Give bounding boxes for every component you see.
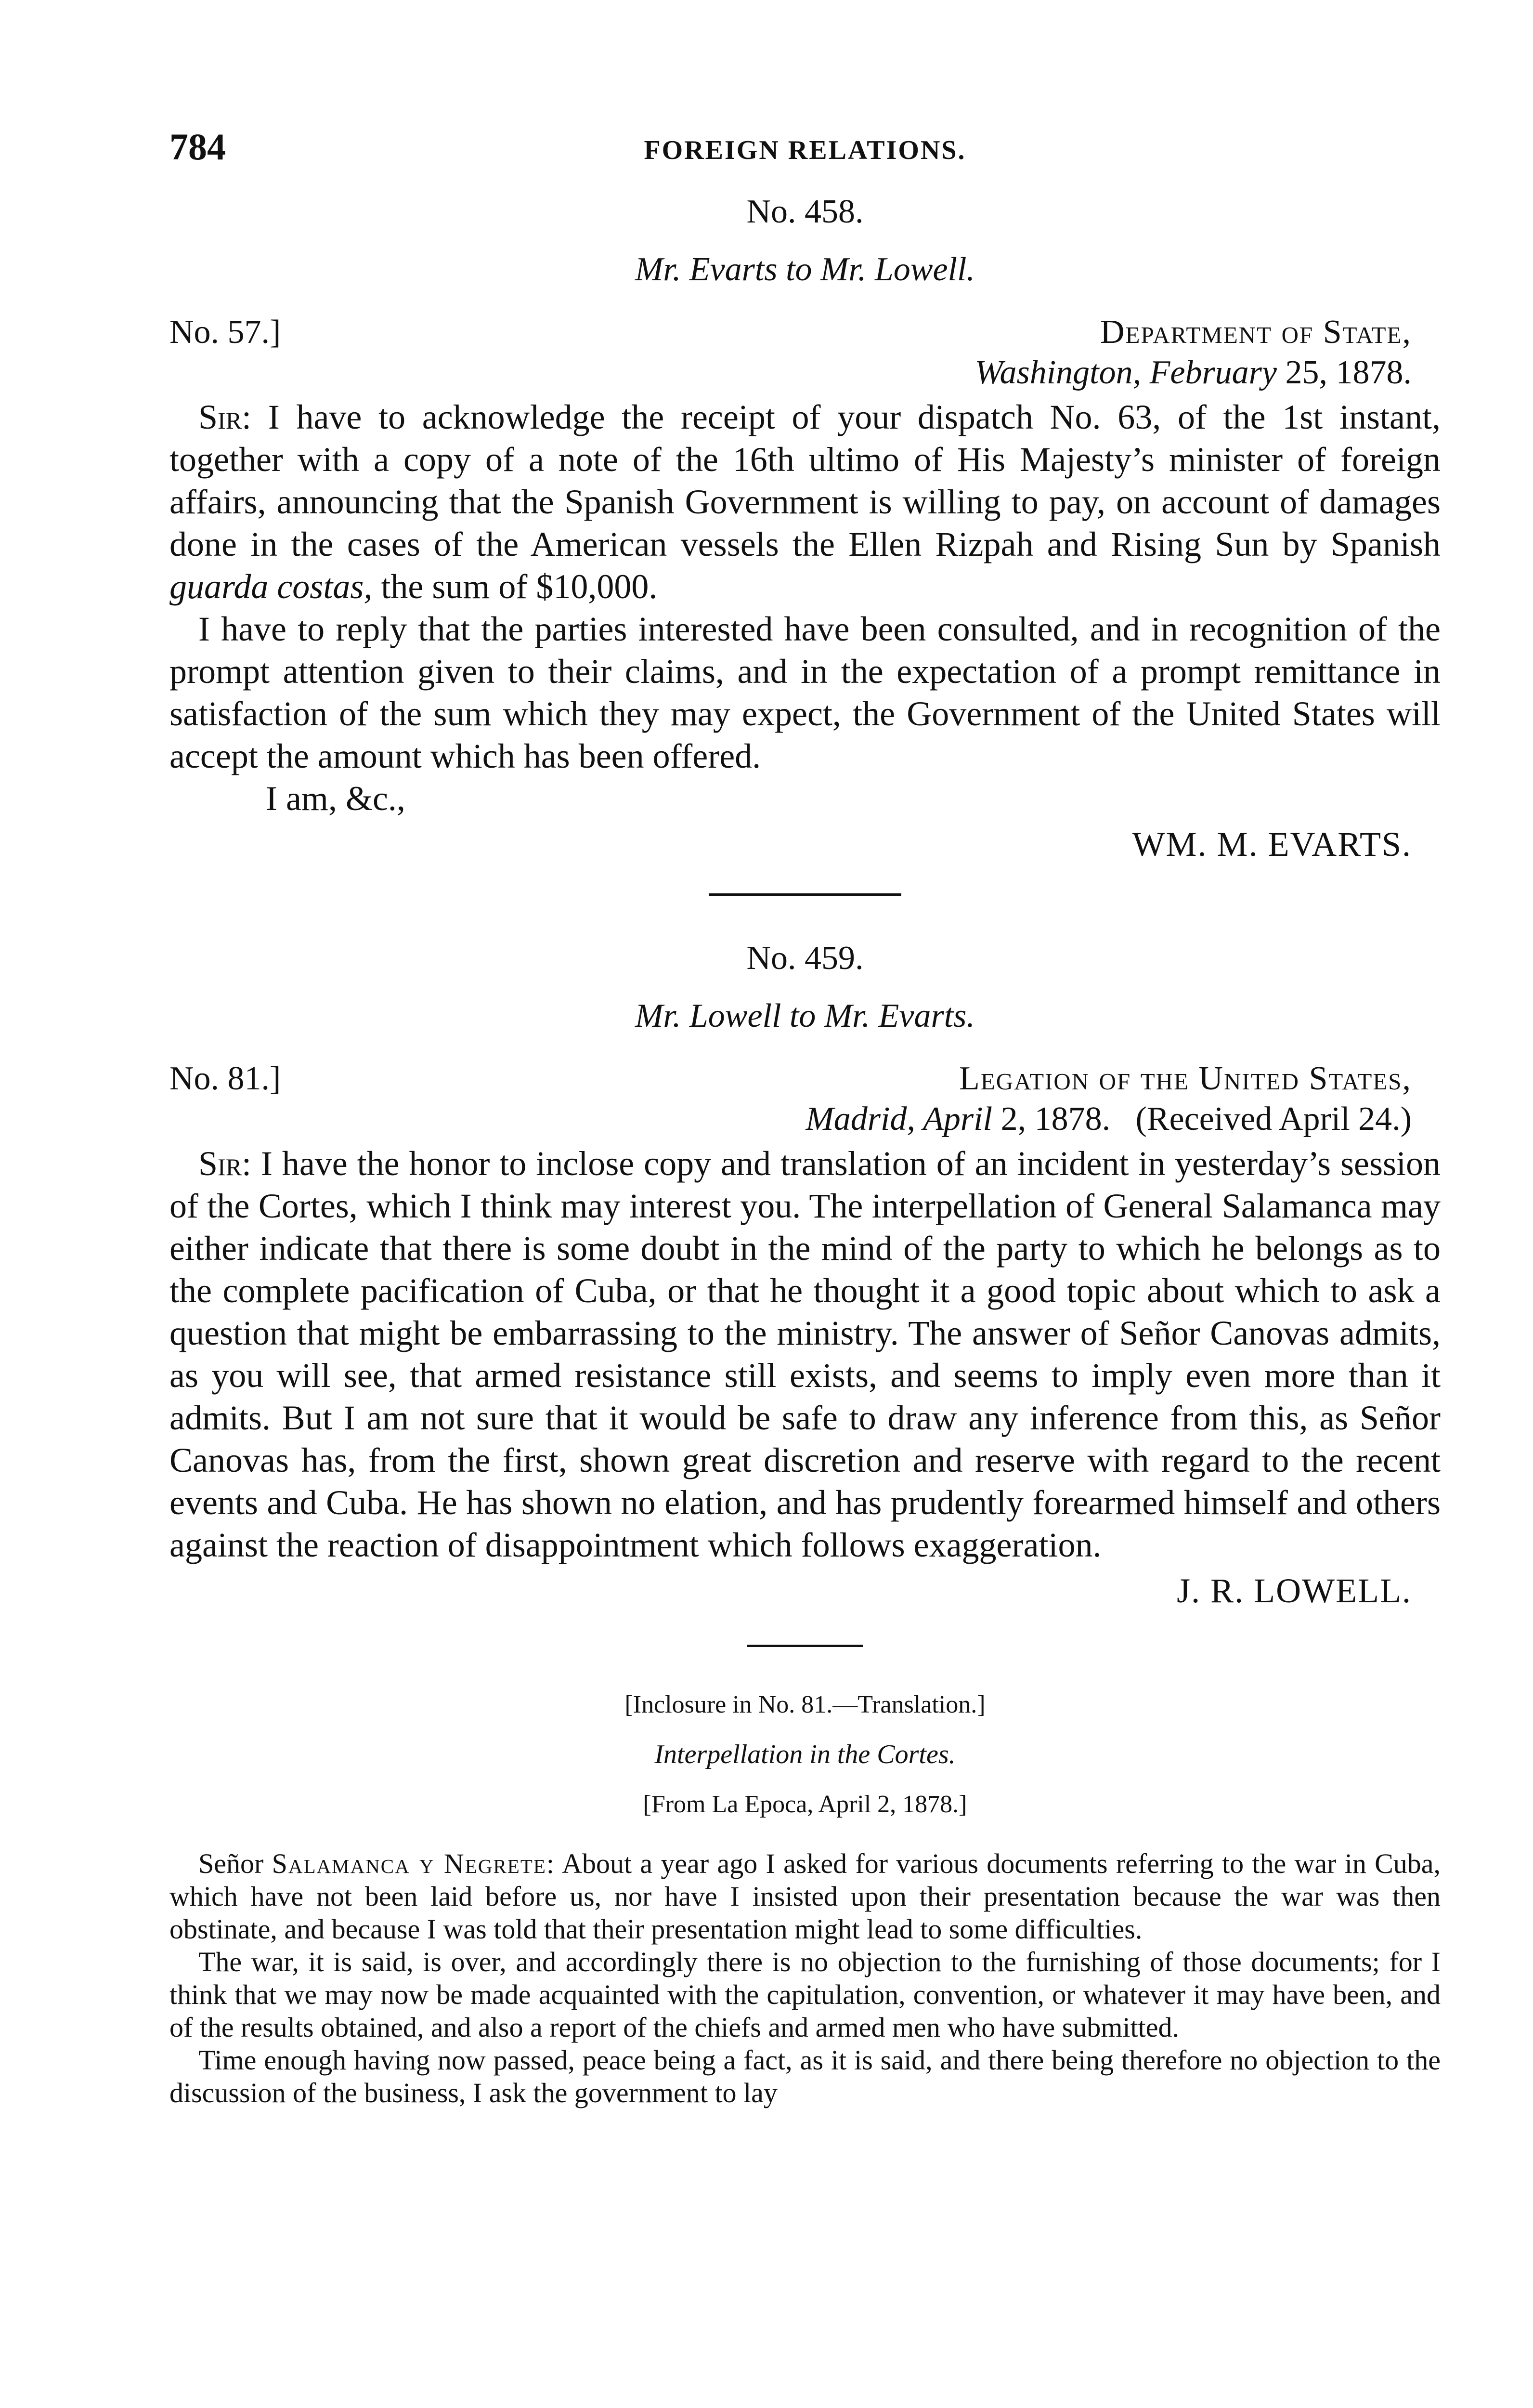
inclosure-paragraph (169, 1847, 1441, 1946)
page-number: 784 (169, 126, 226, 168)
dateline (169, 353, 1412, 392)
dateline-place: Washington, February (974, 354, 1277, 391)
inclosure-note: [Inclosure in No. 81.—Translation.] (624, 1691, 986, 1718)
paragraph-text-end: the sum of $10,000. (381, 567, 658, 606)
page-header (169, 116, 1441, 188)
inclosure-paragraph: Time enough having now passed, peace being a fact, as it is said, and there being therefore no objection to the discussion of the business, I ask the government to lay (169, 2044, 1441, 2108)
section-divider (747, 1645, 863, 1647)
running-title: FOREIGN RELATIONS. (644, 135, 966, 165)
received-date: (Received April 24.) (1135, 1100, 1412, 1138)
dateline-date: 2, 1878. (1000, 1100, 1111, 1138)
inclosure-paragraph: The war, it is said, is over, and accordingly there is no objection to the furnishing of those documents; for I think that we may now be made acquainted with the capitulation, convention, or whatever it may have been, and of the results obtained, and also a report of the chiefs and armed men who have submitted. (169, 1946, 1441, 2043)
italic-phrase: guarda costas, (169, 567, 373, 606)
salutation: Sir: (198, 398, 252, 436)
speaker-name: Salamanca y Negrete: (272, 1848, 556, 1879)
paragraph-text: I have the honor to inclose copy and translation of an incident in yesterday’s session of the Cortes, which I think may interest you. The interpellation of General Salamanca may either indicate that there is some doubt in the mind of the party to which he belongs as to the complete pacification of Cuba, or that he thought it a good topic about which to ask a question that might be embarrassing to the ministry. The answer of Señor Canovas admits, as you will see, that armed resistance still exists, and seems to imply even more than it admits. But I am not sure that it would be safe to draw any inference from this, as Señor Canovas has, from the first, shown great discretion and reserve with regard to the recent events and Cuba. He has shown no elation, and has prudently forearmed himself and others against the reaction of disappointment which follows exaggeration. (169, 1144, 1441, 1564)
sender-office: Department of State, (1100, 314, 1412, 351)
letter-458 (169, 193, 1441, 864)
paragraph-text: About a year ago I asked for various documents referring to the war in Cuba, which have not been laid before us, nor have I insisted upon their presentation because the war was then obstinate, and because I was told that their presentation might lead to some difficulties. (169, 1848, 1441, 1945)
inclosure-source: [From La Epoca, April 2, 1878.] (643, 1791, 967, 1818)
document-number: No. 459. (746, 940, 864, 977)
speaker-prefix: Señor (198, 1848, 264, 1879)
document-page (169, 116, 1441, 2109)
dateline (169, 1100, 1412, 1139)
signature: WM. M. EVARTS. (1132, 825, 1412, 864)
dispatch-number: No. 81.] (169, 1060, 281, 1097)
dateline-date: 25, 1878. (1285, 354, 1412, 391)
letter-paragraph (169, 1142, 1441, 1566)
dispatch-number: No. 57.] (169, 314, 281, 351)
salutation: Sir: (198, 1144, 252, 1183)
sender-office: Legation of the United States, (959, 1060, 1412, 1097)
inclosure (169, 1690, 1441, 2109)
letter-paragraph (169, 396, 1441, 608)
inclosure-title: Interpellation in the Cortes. (654, 1740, 956, 1769)
dispatch-line (169, 313, 1441, 356)
document-number: No. 458. (746, 193, 864, 230)
document-title: Mr. Evarts to Mr. Lowell. (635, 251, 975, 288)
dispatch-line (169, 1060, 1441, 1103)
closing: I am, &c., (266, 779, 405, 818)
letter-459 (169, 939, 1441, 1611)
paragraph-text: I have to acknowledge the receipt of your dispatch No. 63, of the 1st instant, together with a copy of a note of the 16th ultimo of His Majesty’s minister of foreign affairs, announcing that the Spanish Government is willing to pay, on account of damages done in the cases of the American vessels the Ellen Rizpah and Rising Sun by Spanish (169, 398, 1441, 563)
letter-paragraph: I have to reply that the parties interested have been consulted, and in recognition of the prompt attention given to their claims, and in the expectation of a prompt remittance in satisfaction of the sum which they may expect, the Government of the United States will accept the amount which has been offered. (169, 610, 1441, 775)
document-title: Mr. Lowell to Mr. Evarts. (635, 997, 975, 1034)
signature: J. R. LOWELL. (1177, 1571, 1412, 1610)
section-divider (709, 893, 901, 896)
dateline-place: Madrid, April (805, 1100, 993, 1138)
